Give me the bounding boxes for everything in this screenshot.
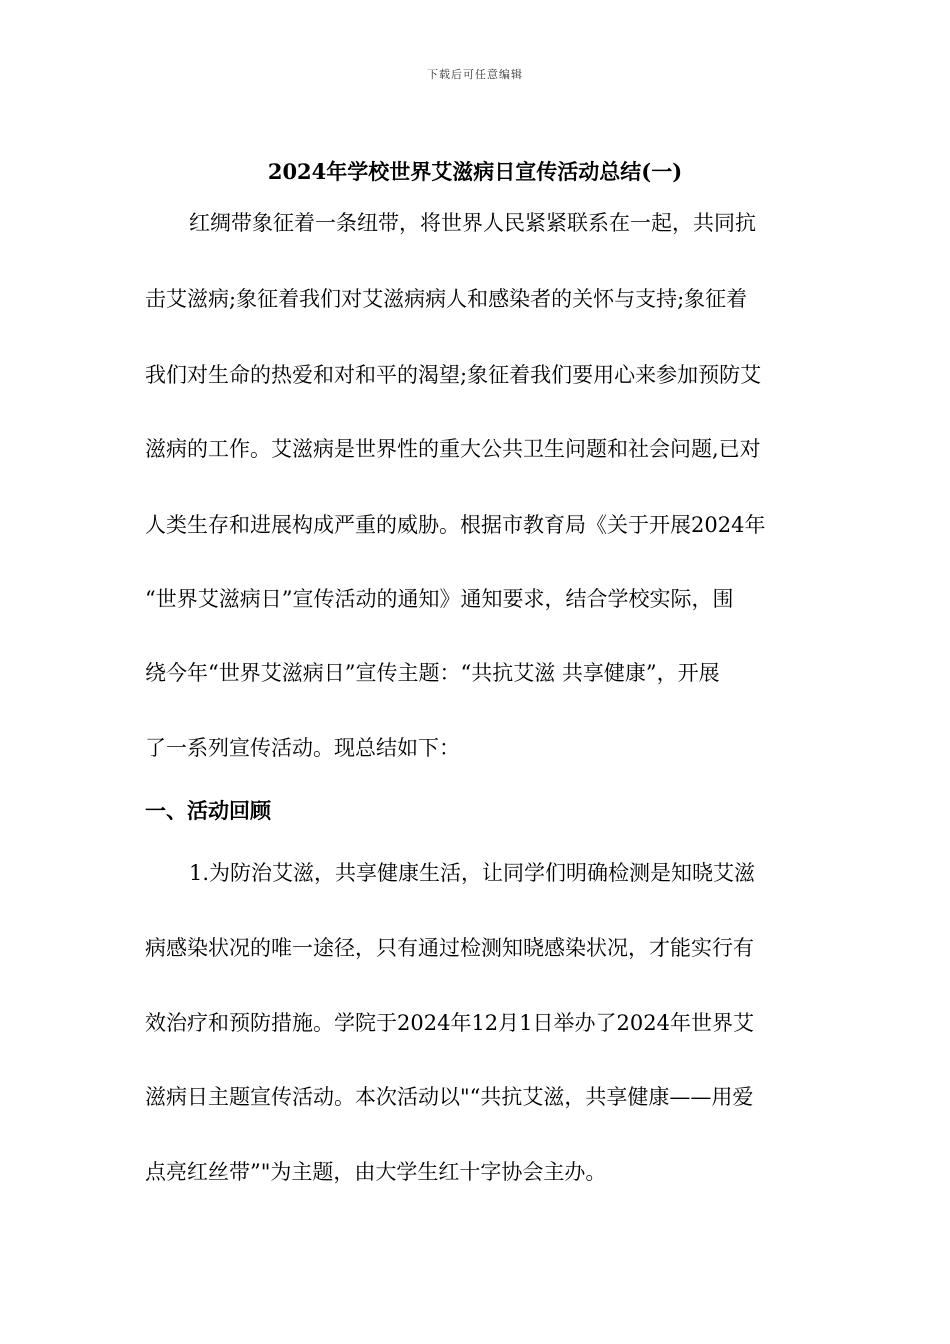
document-title: 2024年学校世界艾滋病日宣传活动总结(一) — [267, 159, 683, 184]
paragraph-line: 1.为防治艾滋，共享健康生活，让同学们明确检测是知晓艾滋 — [189, 861, 756, 885]
paragraph-line: 击艾滋病;象征着我们对艾滋病病人和感染者的关怀与支持;象征着 — [145, 287, 748, 311]
header-note: 下载后可任意编辑 — [427, 68, 523, 81]
paragraph-line: 我们对生命的热爱和对和平的渴望;象征着我们要用心来参加预防艾 — [145, 363, 762, 387]
paragraph-line: 了一系列宣传活动。现总结如下： — [145, 736, 460, 760]
section-heading: 一、活动回顾 — [145, 798, 271, 823]
paragraph-line: 滋病的工作。艾滋病是世界性的重大公共卫生问题和社会问题,已对 — [145, 437, 761, 461]
paragraph-line: 绕今年“世界艾滋病日”宣传主题：“共抗艾滋 共享健康”，开展 — [145, 661, 720, 685]
paragraph-line: 病感染状况的唯一途径，只有通过检测知晓感染状况，才能实行有 — [145, 936, 754, 960]
paragraph-line: 人类生存和进展构成严重的威胁。根据市教育局《关于开展2024年 — [145, 513, 766, 537]
paragraph-line: 效治疗和预防措施。学院于2024年12月1日举办了2024年世界艾 — [145, 1011, 754, 1035]
paragraph-line: 滋病日主题宣传活动。本次活动以"“共抗艾滋，共享健康——用爱 — [145, 1085, 754, 1109]
paragraph-line: “世界艾滋病日”宣传活动的通知》通知要求，结合学校实际，围 — [145, 587, 734, 611]
paragraph-line: 点亮红丝带”"为主题，由大学生红十字协会主办。 — [145, 1160, 607, 1184]
paragraph-line: 红绸带象征着一条纽带，将世界人民紧紧联系在一起，共同抗 — [189, 211, 756, 235]
